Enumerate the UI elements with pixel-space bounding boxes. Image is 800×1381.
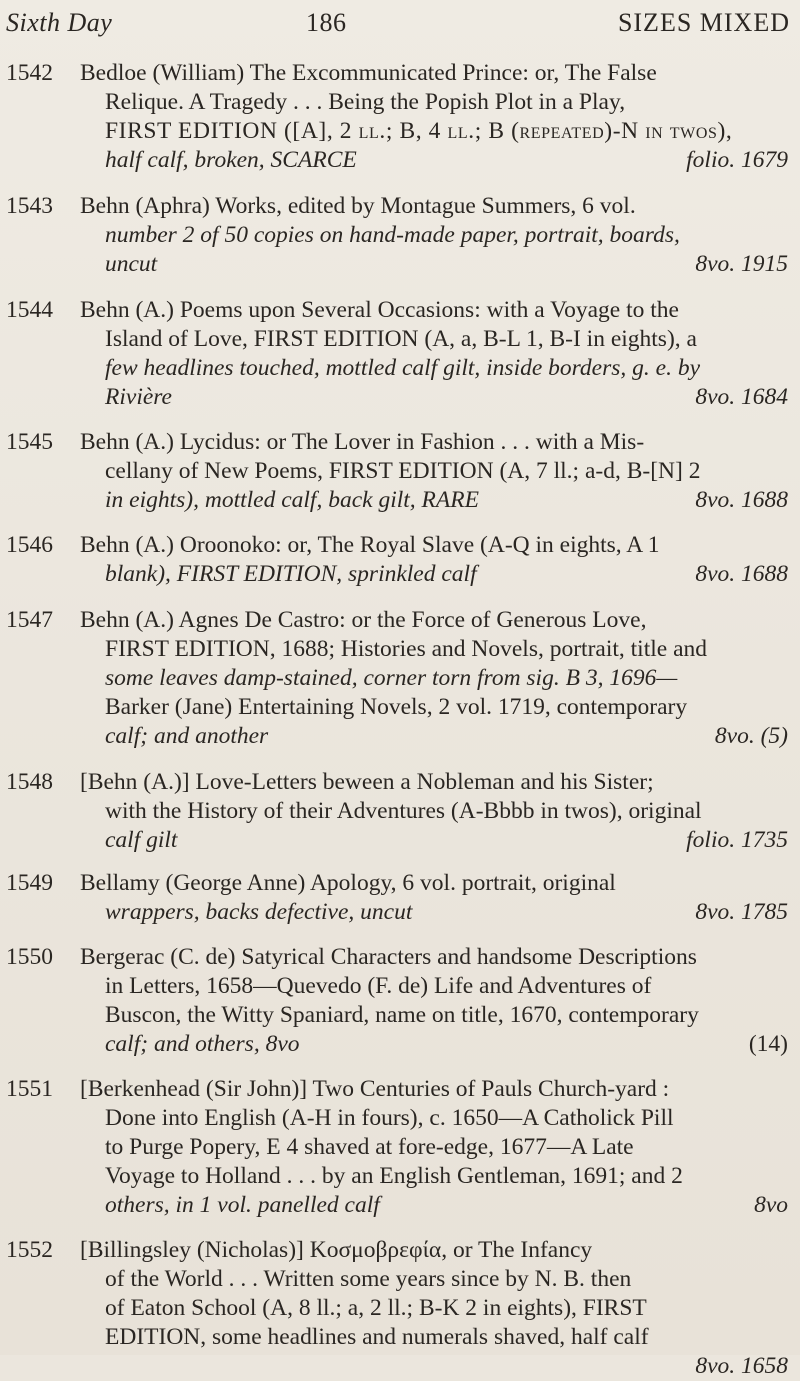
entry-line: to Purge Popery, E 4 shaved at fore-edge, 1677—A Late [105,1134,634,1160]
format-date: 8vo. (5) [714,723,788,749]
entry-line: of the World . . . Written some years since by N. B. then [105,1266,632,1292]
entry-line: FIRST EDITION ([A], 2 ll.; B, 4 ll.; B (repeated)-N in twos), [105,118,733,144]
format-date: 8vo. 1688 [695,561,788,587]
entry-description [80,192,788,279]
entry-line: Barker (Jane) Entertaining Novels, 2 vol. 1719, contemporary [105,694,688,720]
format-date: 8vo. 1688 [695,487,788,513]
entry-description [80,869,788,927]
entry-line: Behn (A.) Lycidus: or The Lover in Fashion . . . with a Mis- [80,429,645,455]
lot-number: 1552 [6,1237,53,1263]
format-date: 8vo. 1658 [695,1353,788,1379]
entry-line: calf gilt [105,827,178,853]
page-number: 186 [306,8,347,37]
entry-line: Done into English (A-H in fours), c. 1650—A Catholick Pill [105,1105,674,1131]
entry-line: few headlines touched, mottled calf gilt, inside borders, g. e. by [105,355,701,381]
entry-line: number 2 of 50 copies on hand-made paper, portrait, boards, [105,222,680,248]
lot-number: 1551 [6,1076,53,1102]
entry-line: Buscon, the Witty Spaniard, name on title, 1670, contemporary [105,1002,699,1028]
entry-line: calf; and another [105,723,269,749]
lot-number: 1547 [6,607,53,633]
entry-description [80,428,788,515]
entry-description [80,296,788,412]
running-head [6,8,790,40]
format-date: 8vo. 1785 [695,899,788,925]
lot-number: 1549 [6,870,53,896]
entry-line: Behn (A.) Agnes De Castro: or the Force of Generous Love, [80,607,647,633]
entry-line: Behn (A.) Oroonoko: or, The Royal Slave (A-Q in eights, A 1 [80,532,660,558]
format-date: 8vo. 1915 [695,251,788,277]
entry-line: cellany of New Poems, FIRST EDITION (A, 7 ll.; a-d, B-[N] 2 [105,458,701,484]
entry-line: uncut [105,251,158,277]
running-head-section: SIZES MIXED [617,8,790,37]
entry-line: half calf, broken, SCARCE [105,147,357,173]
lot-number: 1548 [6,769,53,795]
entry-line: calf; and others, 8vo [105,1031,300,1057]
format-date: 8vo. 1684 [695,384,788,410]
entry-line: EDITION, some headlines and numerals shaved, half calf [105,1324,649,1350]
running-head-day: Sixth Day [6,8,113,37]
lot-number: 1543 [6,193,53,219]
entry-line: others, in 1 vol. panelled calf [105,1192,380,1218]
lot-number: 1550 [6,944,53,970]
entry-line: Bedloe (William) The Excommunicated Prince: or, The False [80,60,657,86]
entry-line: [Berkenhead (Sir John)] Two Centuries of Pauls Church-yard : [80,1076,670,1102]
lot-number: 1542 [6,60,53,86]
lot-number: 1546 [6,532,53,558]
entry-description [80,943,788,1059]
entry-line: Voyage to Holland . . . by an English Gentleman, 1691; and 2 [105,1163,683,1189]
entry-line: in eights), mottled calf, back gilt, RARE [105,487,479,513]
entry-line: Relique. A Tragedy . . . Being the Popish Plot in a Play, [105,89,626,115]
entry-line: Bellamy (George Anne) Apology, 6 vol. portrait, original [80,870,616,896]
entry-line: Bergerac (C. de) Satyrical Characters and handsome Descriptions [80,944,697,970]
entry-line: FIRST EDITION, 1688; Histories and Novels, portrait, title and [105,636,708,662]
entry-description [80,768,788,855]
format-date: 8vo [754,1192,788,1218]
entry-line: some leaves damp-stained, corner torn from sig. B 3, 1696— [105,665,678,691]
entry-line: blank), FIRST EDITION, sprinkled calf [105,561,477,587]
entry-description [80,606,788,751]
format-date: (14) [748,1031,788,1057]
entry-line: [Billingsley (Nicholas)] Κοσμοβρεφία, or The Infancy [80,1237,593,1263]
entry-line: in Letters, 1658—Quevedo (F. de) Life and Adventures of [105,973,652,999]
entry-line: Island of Love, FIRST EDITION (A, a, B-L 1, B-I in eights), a [105,326,697,352]
entry-description [80,59,788,175]
format-date: folio. 1735 [686,827,788,853]
entry-description [80,531,788,589]
entry-line: wrappers, backs defective, uncut [105,899,413,925]
entry-line: Rivière [105,384,172,410]
entry-line: of Eaton School (A, 8 ll.; a, 2 ll.; B-K 2 in eights), FIRST [105,1295,647,1321]
entry-line: Behn (A.) Poems upon Several Occasions: with a Voyage to the [80,297,679,323]
lot-number: 1545 [6,429,53,455]
entry-line: [Behn (A.)] Love-Letters beween a Nobleman and his Sister; [80,769,654,795]
lot-number: 1544 [6,297,53,323]
entry-line: Behn (Aphra) Works, edited by Montague Summers, 6 vol. [80,193,636,219]
entry-description [80,1075,788,1220]
entry-line: with the History of their Adventures (A-Bbbb in twos), original [105,798,702,824]
entry-description [80,1236,788,1381]
format-date: folio. 1679 [686,147,788,173]
